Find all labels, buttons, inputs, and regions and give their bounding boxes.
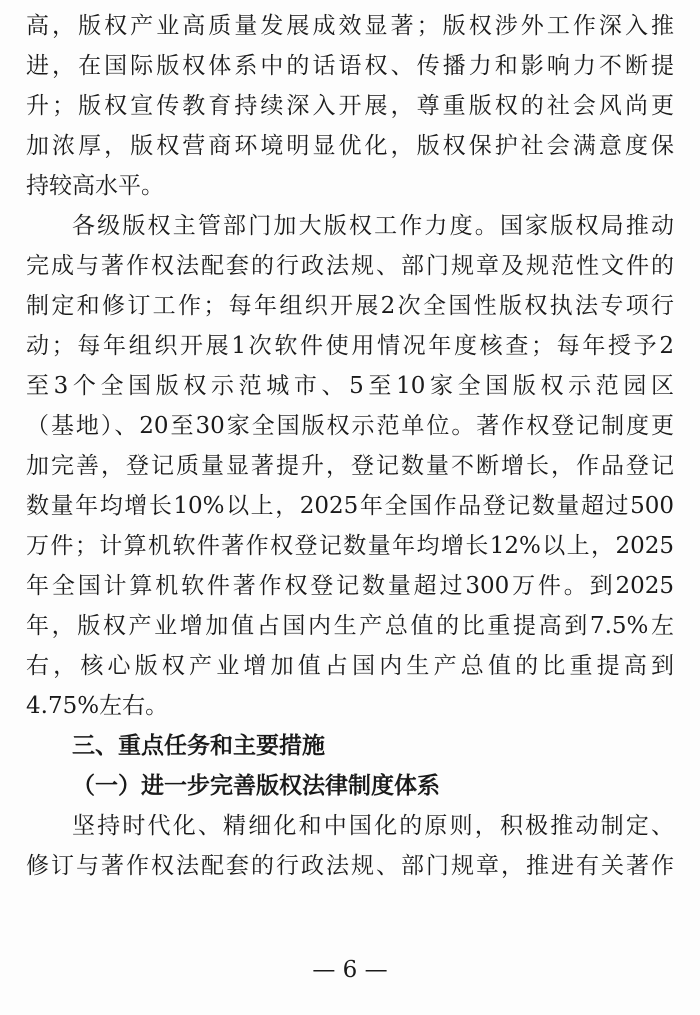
paragraph-2-line-12: 右，核心版权产业增加值占国内生产总值的比重提高到 — [26, 653, 674, 679]
paragraph-1-line-1: 高，版权产业高质量发展成效显著；版权涉外工作深入推 — [26, 13, 674, 39]
subsection-heading: （一）进一步完善版权法律制度体系 — [72, 772, 440, 799]
paragraph-1-line-5: 持较高水平。 — [26, 173, 164, 199]
paragraph-2-line-3: 制定和修订工作；每年组织开展2次全国性版权执法专项行 — [26, 293, 674, 319]
paragraph-1-line-2: 进，在国际版权体系中的话语权、传播力和影响力不断提 — [26, 53, 674, 79]
paragraph-2-line-13: 4.75%左右。 — [26, 693, 169, 719]
paragraph-2-line-10: 年全国计算机软件著作权登记数量超过300万件。到2025 — [26, 573, 674, 599]
paragraph-2-line-8: 数量年均增长10%以上，2025年全国作品登记数量超过500 — [26, 493, 674, 519]
paragraph-2-line-5: 至3个全国版权示范城市、5至10家全国版权示范园区 — [26, 373, 674, 399]
paragraph-3-line-2: 修订与著作权法配套的行政法规、部门规章，推进有关著作 — [26, 853, 674, 879]
paragraph-1-line-3: 升；版权宣传教育持续深入开展，尊重版权的社会风尚更 — [26, 93, 674, 119]
paragraph-2-line-2: 完成与著作权法配套的行政法规、部门规章及规范性文件的 — [26, 253, 674, 279]
page-number: — 6 — — [312, 957, 388, 983]
paragraph-2-line-1: 各级版权主管部门加大版权工作力度。国家版权局推动 — [72, 213, 674, 239]
paragraph-2-line-9: 万件；计算机软件著作权登记数量年均增长12%以上，2025 — [26, 533, 674, 559]
paragraph-1-line-4: 加浓厚，版权营商环境明显优化，版权保护社会满意度保 — [26, 133, 674, 159]
paragraph-2-line-11: 年，版权产业增加值占国内生产总值的比重提高到7.5%左 — [26, 613, 674, 639]
paragraph-2-line-4: 动；每年组织开展1次软件使用情况年度核查；每年授予2 — [26, 333, 674, 359]
paragraph-2-line-6: （基地）、20至30家全国版权示范单位。著作权登记制度更 — [26, 413, 674, 439]
section-heading: 三、重点任务和主要措施 — [72, 733, 325, 759]
paragraph-2-line-7: 加完善，登记质量显著提升，登记数量不断增长，作品登记 — [26, 453, 674, 479]
paragraph-3-line-1: 坚持时代化、精细化和中国化的原则，积极推动制定、 — [72, 813, 674, 839]
